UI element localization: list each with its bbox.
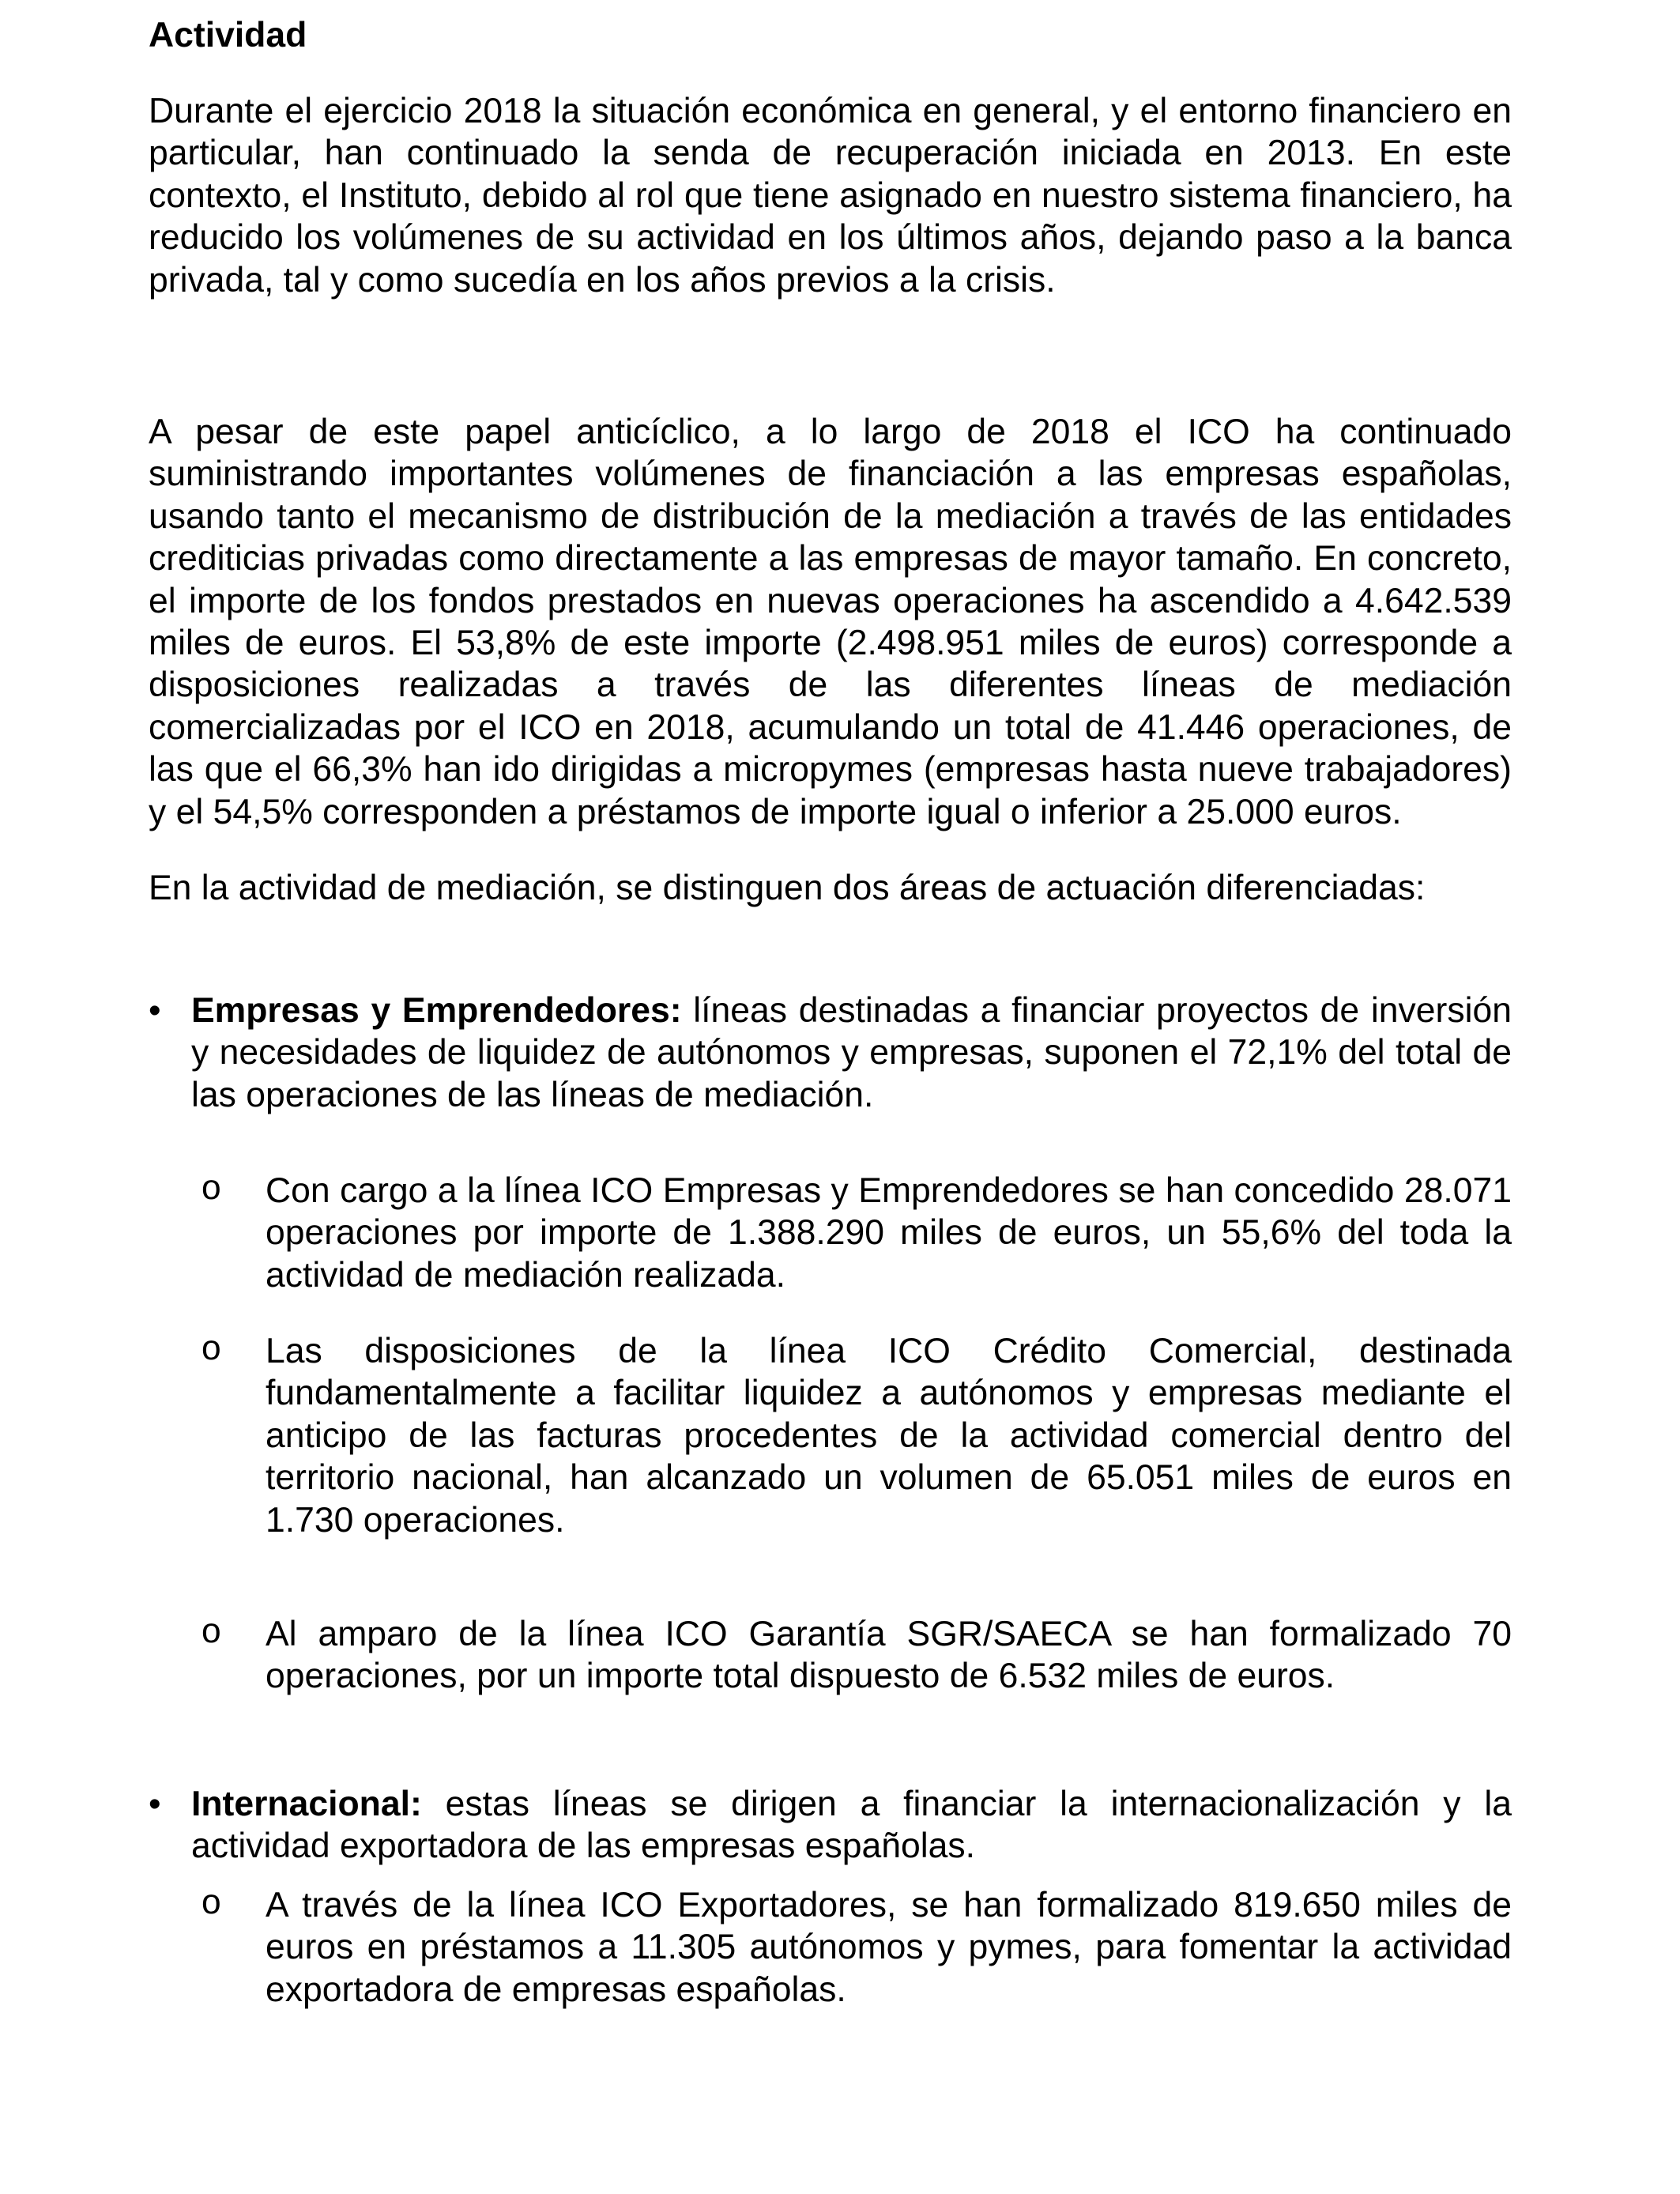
sub-item-text: Al amparo de la línea ICO Garantía SGR/SAECA se han formalizado 70 operaciones, por un importe total dispuesto de 6.532 miles de euros. (266, 1615, 1512, 1696)
bullet-empresas-title: Empresas y Emprendedores: (191, 991, 682, 1030)
sub-item-text: Con cargo a la línea ICO Empresas y Emprendedores se han concedido 28.071 operaciones por importe de 1.388.290 miles de euros, un 55,6% del toda la actividad de mediación realizada. (266, 1171, 1512, 1295)
sub-bullet-marker: o (201, 1171, 222, 1210)
bullet-empresas-text (191, 990, 1512, 1116)
bullet-internacional-text (191, 1783, 1512, 1868)
bullet-marker: • (149, 1785, 161, 1823)
paragraph-context: Durante el ejercicio 2018 la situación económica en general, y el entorno financiero en particular, han continuado la senda de recuperación iniciada en 2013. En este contexto, el Instituto, debido al rol que tiene asignado en nuestro sistema financiero, ha reducido los volúmenes de su actividad en los últimos años, dejando paso a la banca privada, tal y como sucedía en los años previos a la crisis. (149, 92, 1512, 300)
section-heading: Actividad (149, 16, 307, 55)
bullet-internacional-body: estas líneas se dirigen a financiar la internacionalización y la actividad exportadora de las empresas españolas. (191, 1785, 1512, 1866)
bullet-marker: • (149, 991, 161, 1030)
bullet-empresas-body: líneas destinadas a financiar proyectos de inversión y necesidades de liquidez de autónomos y empresas, suponen el 72,1% del total de las operaciones de las líneas de mediación. (191, 991, 1512, 1114)
paragraph-financing: A pesar de este papel anticíclico, a lo largo de 2018 el ICO ha continuado suministrando importantes volúmenes de financiación a las empresas españolas, usando tanto el mecanismo de distribución de la mediación a través de las entidades crediticias privadas como directamente a las empresas de mayor tamaño. En concreto, el importe de los fondos prestados en nuevas operaciones ha ascendido a 4.642.539 miles de euros. El 53,8% de este importe (2.498.951 miles de euros) corresponde a disposiciones realizadas a través de las diferentes líneas de mediación comercializadas por el ICO en 2018, acumulando un total de 41.446 operaciones, de las que el 66,3% han ido dirigidas a micropymes (empresas hasta nueve trabajadores) y el 54,5% corresponden a préstamos de importe igual o inferior a 25.000 euros. (149, 413, 1512, 831)
sub-item-text: Las disposiciones de la línea ICO Crédito Comercial, destinada fundamentalmente a facilitar liquidez a autónomos y empresas mediante el anticipo de las facturas procedentes de la actividad comercial dentro del territorio nacional, han alcanzado un volumen de 65.051 miles de euros en 1.730 operaciones. (266, 1332, 1512, 1540)
paragraph-areas-intro: En la actividad de mediación, se distinguen dos áreas de actuación diferenciadas: (149, 869, 1426, 907)
sub-bullet-marker: o (201, 1614, 222, 1653)
sub-item-text: A través de la línea ICO Exportadores, se han formalizado 819.650 miles de euros en préstamos a 11.305 autónomos y pymes, para fomentar la actividad exportadora de empresas españolas. (266, 1886, 1512, 2009)
bullet-internacional-title: Internacional: (191, 1785, 422, 1823)
sub-bullet-marker: o (201, 1331, 222, 1370)
sub-bullet-marker: o (201, 1885, 222, 1924)
